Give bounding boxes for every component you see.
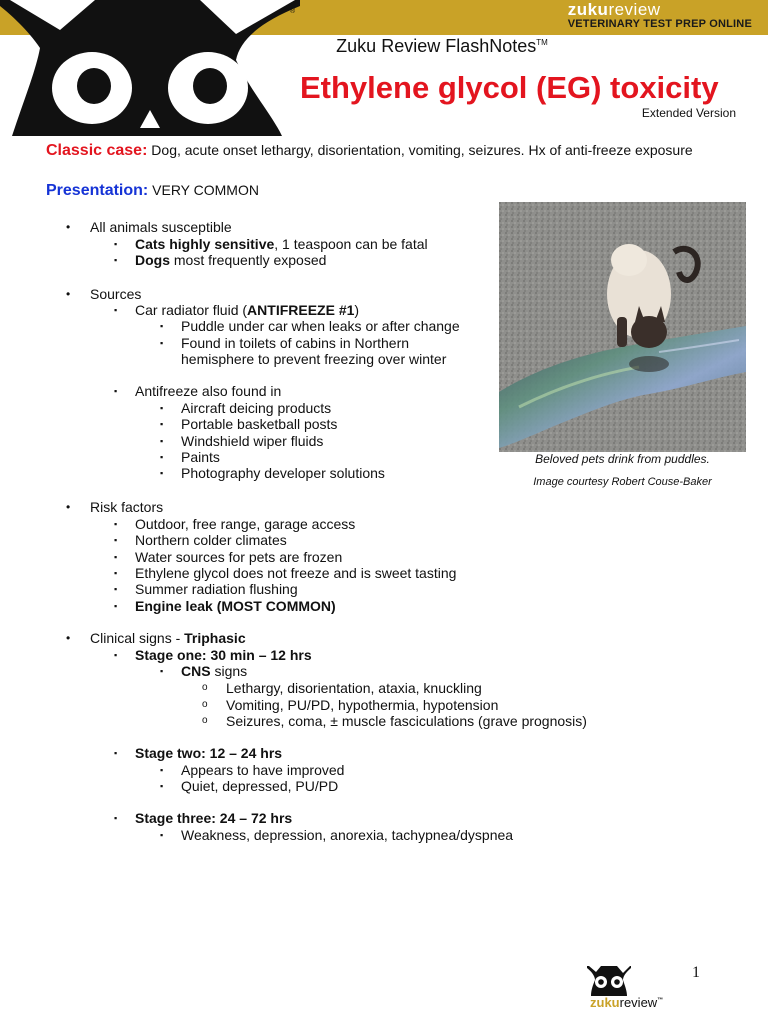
item-text: Vomiting, PU/PD, hypothermia, hypotension [226, 697, 499, 713]
bullet-marker: o [202, 682, 208, 693]
trademark-mark: TM [536, 38, 548, 47]
item-text: Risk factors [90, 499, 164, 515]
outline-item [66, 219, 232, 235]
bullet-marker: ▪ [160, 781, 164, 791]
page-number: 1 [692, 964, 700, 981]
item-text: Weakness, depression, anorexia, tachypnea/dyspnea [181, 827, 514, 843]
classic-case-text: Dog, acute onset lethargy, disorientation, vomiting, seizures. Hx of anti-freeze exposure [147, 142, 693, 158]
bullet-marker: • [66, 287, 71, 301]
presentation-label: Presentation: [46, 182, 149, 199]
outline-item [114, 252, 327, 268]
bullet-marker: ▪ [160, 321, 164, 331]
photo-caption: Beloved pets drink from puddles. [535, 452, 710, 466]
outline-item [66, 630, 246, 646]
outline-item [160, 433, 324, 449]
item-text: , 1 teaspoon can be fatal [274, 236, 428, 252]
outline-item [160, 318, 460, 334]
bullet-marker: ▪ [114, 255, 118, 265]
item-text: signs [210, 663, 248, 679]
brand-tagline: VETERINARY TEST PREP ONLINE [567, 18, 752, 30]
footer-trademark: ™ [657, 997, 664, 1004]
outline-item [160, 778, 339, 794]
item-text: Antifreeze also found in [135, 383, 282, 399]
emphasis-text: CNS [181, 663, 211, 679]
classic-case-label: Classic case: [46, 142, 148, 159]
bullet-marker: ▪ [160, 666, 164, 676]
bullet-marker: ▪ [114, 552, 118, 562]
bullet-marker: ▪ [114, 305, 118, 315]
classic-case [46, 142, 693, 160]
item-text: Appears to have improved [181, 762, 345, 778]
flashnotes-text: Zuku Review FlashNotes [336, 36, 537, 56]
bullet-marker: ▪ [160, 830, 164, 840]
item-text: Paints [181, 449, 220, 465]
item-text: Quiet, depressed, PU/PD [181, 778, 339, 794]
item-text: Northern colder climates [135, 532, 287, 548]
registered-mark: ® [290, 8, 296, 15]
item-text: Found in toilets of cabins in Northern [181, 335, 410, 351]
item-text: Aircraft deicing products [181, 400, 332, 416]
bullet-marker: • [66, 500, 71, 514]
item-text: Sources [90, 286, 142, 302]
outline-item [114, 516, 356, 532]
cat-photo [499, 202, 746, 452]
version-label: Extended Version [641, 106, 736, 120]
outline-item [114, 581, 298, 597]
emphasis-text: Cats highly sensitive [135, 236, 275, 252]
outline-item [160, 663, 248, 679]
bullet-marker: • [66, 631, 71, 645]
item-text: Outdoor, free range, garage access [135, 516, 356, 532]
item-text: hemisphere to prevent freezing over winter [181, 351, 447, 367]
item-text: Puddle under car when leaks or after change [181, 318, 460, 334]
emphasis-text: ANTIFREEZE #1 [247, 302, 355, 318]
bullet-marker: ▪ [114, 519, 118, 529]
emphasis-text: Engine leak (MOST COMMON) [135, 598, 336, 614]
bullet-marker: ▪ [114, 239, 118, 249]
footer-brand-review: review [619, 995, 658, 1010]
bullet-marker: ▪ [160, 452, 164, 462]
bullet-marker: ▪ [114, 568, 118, 578]
emphasis-text: Stage three: 24 – 72 hrs [135, 810, 293, 826]
bullet-marker: ▪ [114, 748, 118, 758]
item-text: Portable basketball posts [181, 416, 338, 432]
presentation [46, 182, 259, 200]
outline-item [202, 697, 499, 713]
bullet-marker: ▪ [114, 584, 118, 594]
bullet-marker: ▪ [114, 601, 118, 611]
outline-item [202, 680, 482, 696]
flashnotes-heading [0, 36, 768, 57]
item-text: Car radiator fluid ( [135, 302, 248, 318]
outline-item [160, 465, 385, 481]
item-text: Ethylene glycol does not freeze and is sweet tasting [135, 565, 457, 581]
bullet-marker: ▪ [160, 403, 164, 413]
emphasis-text: Triphasic [184, 630, 246, 646]
item-text: Photography developer solutions [181, 465, 385, 481]
outline-item [114, 236, 428, 252]
bullet-marker: o [202, 715, 208, 726]
outline-item [114, 598, 336, 614]
bullet-marker: o [202, 699, 208, 710]
bullet-marker: ▪ [160, 436, 164, 446]
bullet-marker: ▪ [160, 338, 164, 348]
brand-review-text: review [608, 0, 661, 19]
emphasis-text: Stage two: 12 – 24 hrs [135, 745, 283, 761]
outline-item [202, 713, 587, 729]
outline-item [114, 565, 457, 581]
photo-credit: Image courtesy Robert Couse-Baker [533, 476, 712, 488]
presentation-text: VERY COMMON [148, 182, 259, 198]
zuku-review-brand[interactable] [568, 1, 752, 31]
item-text: All animals susceptible [90, 219, 232, 235]
bullet-marker: ▪ [114, 650, 118, 660]
outline-item [114, 383, 282, 399]
item-text: most frequently exposed [170, 252, 327, 268]
item-text: Seizures, coma, ± muscle fasciculations (grave prognosis) [226, 713, 587, 729]
item-text: Clinical signs - [90, 630, 185, 646]
item-text: Summer radiation flushing [135, 581, 298, 597]
footer-brand-zuku: zuku [590, 995, 620, 1010]
bullet-marker: • [66, 220, 71, 234]
outline-item [114, 745, 283, 761]
item-text: Windshield wiper fluids [181, 433, 324, 449]
outline-item [181, 351, 446, 367]
bullet-marker: ▪ [114, 386, 118, 396]
outline-item [66, 499, 164, 515]
outline-item [114, 810, 293, 826]
outline-item [114, 647, 312, 663]
owl-logo-icon [0, 0, 300, 136]
outline-item [160, 335, 410, 351]
outline-item [160, 416, 338, 432]
item-text: Lethargy, disorientation, ataxia, knuckling [226, 680, 482, 696]
emphasis-text: Dogs [135, 252, 170, 268]
item-text: Water sources for pets are frozen [135, 549, 343, 565]
outline-item [66, 286, 142, 302]
outline-item [160, 400, 332, 416]
footer-brand[interactable] [590, 995, 663, 1010]
outline-item [114, 532, 287, 548]
brand-wordmark [568, 1, 752, 18]
outline-item [160, 827, 514, 843]
page-title: Ethylene glycol (EG) toxicity [300, 70, 719, 105]
emphasis-text: Stage one: 30 min – 12 hrs [135, 647, 312, 663]
outline-item [160, 762, 345, 778]
outline-item [160, 449, 220, 465]
brand-zuku-text: zuku [567, 0, 609, 19]
bullet-marker: ▪ [114, 813, 118, 823]
bullet-marker: ▪ [160, 765, 164, 775]
outline-item [114, 549, 343, 565]
outline-item [114, 302, 360, 318]
bullet-marker: ▪ [114, 535, 118, 545]
footer-owl-icon [587, 966, 631, 996]
bullet-marker: ▪ [160, 419, 164, 429]
item-text: ) [354, 302, 360, 318]
bullet-marker: ▪ [160, 468, 164, 478]
